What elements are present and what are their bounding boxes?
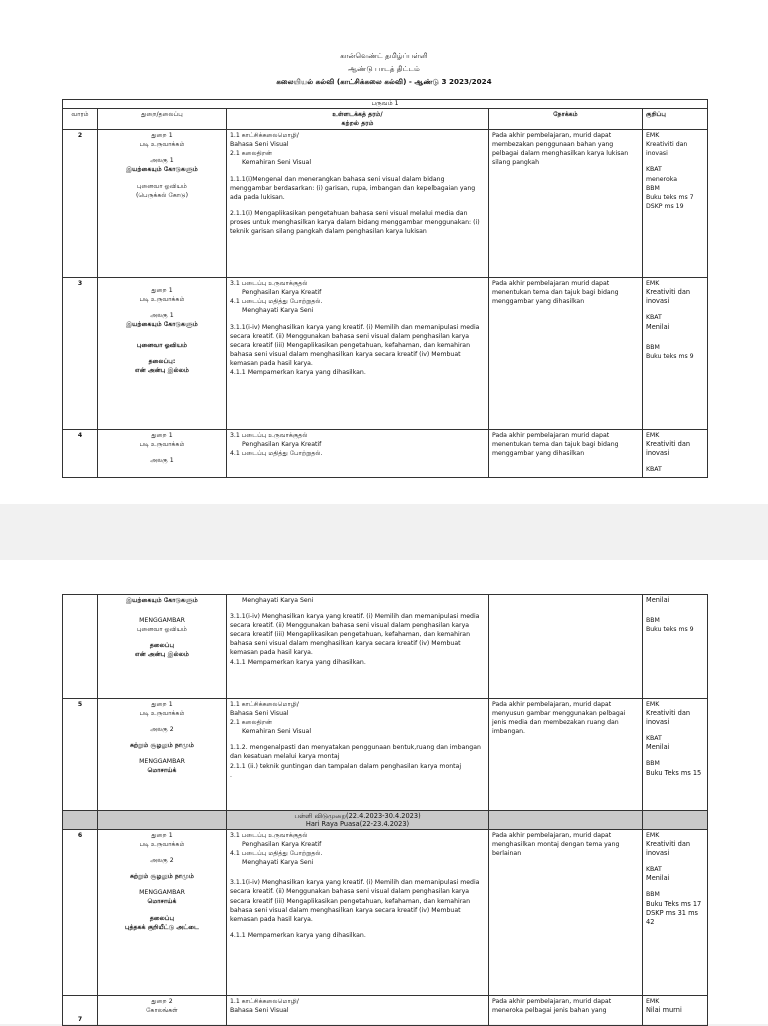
standard-cell: [227, 830, 489, 996]
table-row: [63, 278, 708, 430]
standard-cell: [227, 595, 489, 699]
note-emk-value: Kreativiti dan inovasi: [646, 440, 691, 458]
standard-line: 1.1 காட்சிக்கலைமொழி/: [230, 701, 299, 708]
field-cell: [98, 595, 227, 699]
standard-text: 3.1.1(i-iv) Menghasilkan karya yang kreatif. (i) Memilih dan memanipulasi media secara kreatif. (ii) Menggunakan bahasa seni visual dalam penghasilan karya secara kreatif (iii) Mengaplikasikan pengetahuan, kefahaman, dan kemahiran bahasa seni visual dalam menghasilkan karya secara kreatif (iv) Membuat kemasan pada hasil karya.: [230, 879, 480, 923]
col-field: துறை/தலைப்பு: [98, 109, 227, 130]
note-kbat: KBAT: [646, 314, 662, 322]
field-line: என் அன்பு இல்லம்: [135, 366, 189, 374]
standard-cell: [227, 278, 489, 430]
standard-line: 1.1 காட்சிக்கலைமொழி/: [230, 132, 299, 140]
standard-text: 4.1.1 Mempamerkan karya yang dihasilkan.: [230, 658, 366, 666]
table-row: [63, 430, 708, 478]
note-emk: EMK: [646, 280, 660, 288]
table-header-row: [63, 109, 708, 130]
standard-cell: [227, 699, 489, 811]
standard-line: 3.1 படைப்பு உருவாக்குதல்: [230, 432, 308, 440]
field-line: துறை 1: [151, 287, 173, 295]
week-cell: 2: [63, 130, 98, 278]
objective-cell: Pada akhir pembelajaran murid dapat menentukan tema dan tajuk bagi bidang menggambar yang dihasilkan: [489, 278, 643, 430]
standard-line: Bahasa Seni Visual: [230, 710, 289, 718]
field-line: தலைப்பு: [149, 914, 175, 922]
school-name: கான்வெண்ட் தமிழ்ப்பள்ளி: [340, 51, 428, 60]
note-bbm-value: Buku Teks ms 17: [646, 899, 702, 908]
note-bbm: BBM: [646, 343, 660, 351]
standard-line: 4.1 படைப்பு மதித்து போற்றுதல்.: [230, 850, 323, 858]
note-kbat: KBAT: [646, 735, 662, 743]
notes-cell: [643, 278, 708, 430]
field-line: என் அன்பு இல்லம்: [135, 651, 189, 659]
standard-line: Penghasilan Karya Kreatif: [242, 289, 322, 297]
field-line: புத்தகக் குறியீட்டு அட்டை: [124, 923, 199, 931]
standard-text: 2.1.1(i) Mengaplikasikan pengetahuan bahasa seni visual melalui media dan proses untuk menghasilkan karya dalam bidang menggambar menggunakan: (i) teknik garisan silang pangkah dalam penghasilan karya lukisan: [230, 209, 480, 236]
field-line: தலைப்பு:: [148, 357, 176, 365]
note-bbm-value: Buku teks ms 9: [646, 352, 694, 360]
field-line: இயற்கையும் கோடுகளும்: [126, 321, 198, 329]
standard-line: Bahasa Seni Visual: [230, 1007, 289, 1015]
note-dskp: DSKP ms 19: [646, 202, 684, 210]
field-line: அலகு 2: [150, 857, 174, 865]
note-kbat: KBAT: [646, 866, 662, 874]
week-cell: 3: [63, 278, 98, 430]
field-line: துறை 1: [151, 832, 173, 839]
col-week: வாரம்: [63, 109, 98, 130]
field-line: கோலங்கள்: [146, 1007, 178, 1015]
plan-title: ஆண்டு பாடத் திட்டம்: [348, 64, 420, 73]
standard-text: 1.1.2. mengenalpasti dan menyatakan penggunaan bentuk,ruang dan imbangan dan kesatuan melalui karya montaj: [230, 744, 481, 761]
field-line: படி உருவாக்கம்: [139, 441, 185, 449]
standard-text: 3.1.1(i-iv) Menghasilkan karya yang kreatif. (i) Memilih dan memanipulasi media secara kreatif. (ii) Menggunakan bahasa seni visual dalam penghasilan karya secara kreatif (iii) Mengaplikasikan pengetahuan, kefahaman, dan kemahiran bahasa seni visual dalam menghasilkan karya secara kreatif (iv) Membuat kemasan pada hasil karya.: [230, 323, 480, 367]
standard-line: Menghayati Karya Seni: [242, 307, 314, 315]
note-bbm: BBM: [646, 617, 660, 625]
field-line: MENGGAMBAR: [139, 758, 185, 766]
notes-cell: [643, 996, 708, 1026]
standard-cell: [227, 430, 489, 478]
standard-line: 4.1 படைப்பு மதித்து போற்றுதல்.: [230, 450, 323, 458]
standard-line: Menghayati Karya Seni: [242, 597, 314, 604]
field-line: துறை 1: [151, 701, 173, 708]
standard-text: 1.1.1(i)Mengenal dan menerangkan bahasa seni visual dalam bidang menggambar berdasarkan: (i) garisan, rupa, imbangan dan kepelbagaian yang ada pada lukisan.: [230, 175, 476, 201]
term-label: பருவம் 1: [63, 100, 708, 109]
field-cell: [98, 130, 227, 278]
week-cell: [63, 595, 98, 699]
field-line: அலகு 2: [150, 726, 174, 734]
objective-cell: Pada akhir pembelajaran, murid dapat meneroka pelbagai jenis bahan yang: [489, 996, 643, 1026]
note-kbat-value: Menilai: [646, 322, 670, 331]
holiday-cell: [227, 811, 489, 830]
table-row: [63, 595, 708, 699]
note-kbat: KBAT: [646, 166, 662, 174]
standard-line: 4.1 படைப்பு மதித்து போற்றுதல்.: [230, 298, 323, 306]
standard-line: 1.1 காட்சிக்கலைமொழி/: [230, 998, 299, 1005]
note-emk: EMK: [646, 832, 660, 839]
note-dskp: DSKP ms 31 ms 42: [646, 908, 698, 926]
standard-text: .: [230, 771, 232, 779]
standard-line: Kemahiran Seni Visual: [242, 159, 312, 167]
field-line: படி உருவாக்கம்: [139, 841, 185, 849]
note-emk-value: Kreativiti dan inovasi: [646, 709, 691, 727]
col-standard: [227, 109, 489, 130]
document-page-2: [0, 560, 768, 1024]
note-kbat-value: Menilai: [646, 743, 670, 752]
standard-line: Bahasa Seni Visual: [230, 141, 289, 149]
field-cell: [98, 278, 227, 430]
field-line: அலகு 1: [150, 157, 174, 165]
notes-cell: [643, 430, 708, 478]
note-emk-value: Kreativiti dan inovasi: [646, 288, 691, 306]
week-cell: 6: [63, 830, 98, 996]
col-standard-l2: கற்றல் தரம்: [341, 120, 374, 128]
field-line: துறை 2: [151, 998, 173, 1005]
field-line: சுற்றும் சூழலும் நாமும்: [129, 742, 194, 750]
table-row: [63, 130, 708, 278]
table-row: [63, 830, 708, 996]
standard-line: Penghasilan Karya Kreatif: [242, 441, 322, 449]
note-bbm-value: Buku Teks ms 15: [646, 768, 702, 777]
field-cell: [98, 699, 227, 811]
field-line: (பெருக்கல் கோடு): [135, 191, 189, 199]
note-kbat: KBAT: [646, 466, 662, 474]
standard-text: 3.1.1(i-iv) Menghasilkan karya yang kreatif. (i) Memilih dan memanipulasi media secara kreatif. (ii) Menggunakan bahasa seni visual dalam penghasilan karya secara kreatif (iii) Mengaplikasikan pengetahuan, kefahaman, dan kemahiran bahasa seni visual dalam menghasilkan karya secara kreatif (iv) Membuat kemasan pada hasil karya.: [230, 613, 480, 657]
note-emk-value: Kreativiti dan inovasi: [646, 840, 691, 858]
field-line: அலகு 1: [150, 457, 174, 465]
standard-text: 4.1.1 Mempamerkan karya yang dihasilkan.: [230, 369, 366, 377]
note-emk-value: Kreativiti dan inovasi: [646, 141, 688, 158]
document-page-1: [0, 0, 768, 504]
holiday-row: [63, 811, 708, 830]
week-cell: 4: [63, 430, 98, 478]
objective-cell: Pada akhir pembelajaran, murid dapat menghasilkan montaj dengan tema yang berlainan: [489, 830, 643, 996]
note-bbm: BBM: [646, 184, 660, 192]
field-line: புனைவா ஓவியம்: [136, 182, 188, 190]
field-cell: [98, 830, 227, 996]
field-line: துறை 1: [151, 432, 173, 440]
standard-text: 2.1.1 (ii.) teknik guntingan dan tampalan dalam penghasilan karya montaj: [230, 762, 462, 770]
field-line: இயற்கையும் கோடுகளும்: [126, 597, 198, 604]
standard-line: 2.1 கலைதிறன்: [230, 150, 273, 158]
field-line: படி உருவாக்கம்: [139, 141, 185, 149]
standard-line: 3.1 படைப்பு உருவாக்குதல்: [230, 280, 308, 288]
note-emk: EMK: [646, 432, 660, 440]
field-line: படி உருவாக்கம்: [139, 296, 185, 304]
note-kbat-value: meneroka: [646, 175, 678, 183]
field-line: புனைவா ஓவியம்: [136, 626, 188, 634]
field-cell: [98, 996, 227, 1026]
objective-cell: Pada akhir pembelajaran, murid dapat menyusun gambar menggunakan pelbagai jenis media dan membezakan ruang dan imbangan.: [489, 699, 643, 811]
field-line: MENGGAMBAR: [139, 889, 185, 897]
field-line: MENGGAMBAR: [139, 617, 185, 625]
note-emk: EMK: [646, 998, 660, 1005]
note-kbat-value: Menilai: [646, 874, 670, 883]
standard-text: 4.1.1 Mempamerkan karya yang dihasilkan.: [230, 931, 366, 939]
field-line: துறை 1: [151, 132, 173, 140]
notes-cell: [643, 699, 708, 811]
note-kbat-value: Menilai: [646, 596, 670, 604]
holiday-dates: பள்ளி விடுமுறை(22.4.2023-30.4.2023): [294, 812, 421, 820]
field-line: புனைவா ஓவியம்: [136, 341, 188, 349]
field-line: மொசாய்க்: [147, 767, 177, 775]
note-bbm: BBM: [646, 760, 660, 768]
objective-cell: [489, 595, 643, 699]
subject-year: கலையியல் கல்வி (காட்சிக்கலை கல்வி) - ஆண்டு 3 2023/2024: [276, 77, 492, 86]
standard-cell: [227, 130, 489, 278]
field-cell: [98, 430, 227, 478]
note-emk: EMK: [646, 132, 660, 140]
field-line: அலகு 1: [150, 312, 174, 320]
field-line: இயற்கையும் கோடுகளும்: [126, 166, 198, 174]
holiday-name: Hari Raya Puasa(22-23.4.2023): [305, 820, 410, 828]
col-standard-l1: உள்ளடக்கத் தரம்/: [332, 111, 383, 118]
field-line: படி உருவாக்கம்: [139, 710, 185, 718]
standard-line: Menghayati Karya Seni: [242, 859, 314, 867]
standard-line: Kemahiran Seni Visual: [242, 728, 312, 736]
standard-cell: [227, 996, 489, 1026]
standard-line: 3.1 படைப்பு உருவாக்குதல்: [230, 832, 308, 839]
week-cell: 5: [63, 699, 98, 811]
note-bbm-value: Buku teks ms 7: [646, 193, 694, 201]
notes-cell: [643, 830, 708, 996]
lesson-plan-table-continued: [62, 594, 708, 1026]
field-line: சுற்றும் சூழலும் நாமும்: [129, 873, 194, 881]
col-notes: குறிப்பு: [643, 109, 708, 130]
field-line: மொசாய்க்: [147, 898, 177, 906]
lesson-plan-table: [62, 99, 708, 478]
note-bbm: BBM: [646, 891, 660, 899]
note-emk-value: Nilai murni: [646, 1006, 682, 1015]
week-cell: 7: [63, 996, 98, 1026]
notes-cell: [643, 130, 708, 278]
standard-line: Penghasilan Karya Kreatif: [242, 841, 322, 849]
notes-cell: [643, 595, 708, 699]
field-line: தலைப்பு: [149, 642, 175, 650]
objective-cell: Pada akhir pembelajaran, murid dapat membezakan penggunaan bahan yang pelbagai dalam menghasilkan karya lukisan silang pangkah: [489, 130, 643, 278]
col-objective: நோக்கம்: [489, 109, 643, 130]
table-row: [63, 996, 708, 1026]
standard-line: 2.1 கலைதிறன்: [230, 719, 273, 727]
note-bbm-value: Buku teks ms 9: [646, 626, 694, 634]
note-emk: EMK: [646, 701, 660, 708]
objective-cell: Pada akhir pembelajaran murid dapat menentukan tema dan tajuk bagi bidang menggambar yang dihasilkan: [489, 430, 643, 478]
table-row: [63, 699, 708, 811]
